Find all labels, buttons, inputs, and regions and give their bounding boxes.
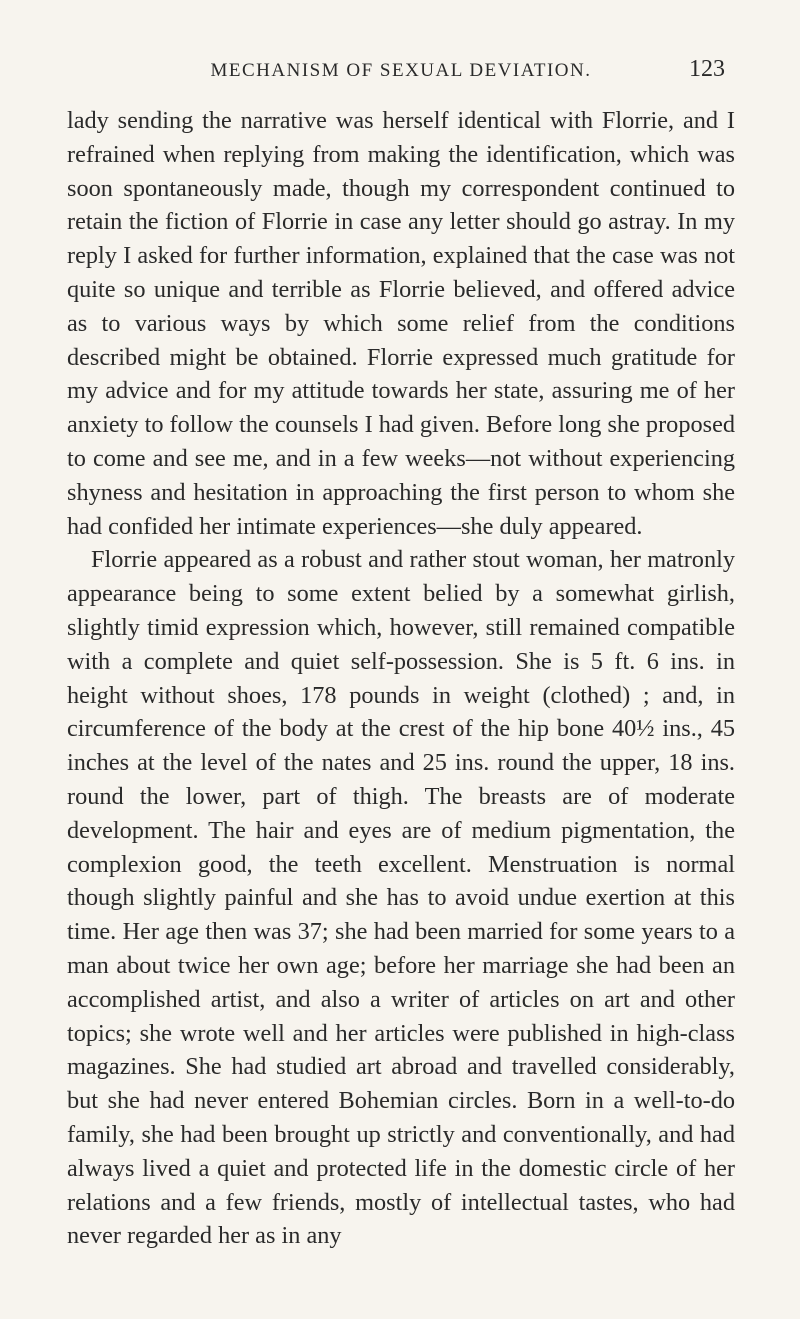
page-number: 123 bbox=[689, 56, 725, 82]
body-text bbox=[67, 104, 735, 1253]
paragraph-1: lady sending the narrative was herself identical with Florrie, and I refrained when replying from making the identification, which was soon spontaneously made, though my correspondent continued to retain the fiction of Florrie in case any letter should go astray. In my reply I asked for further information, explained that the case was not quite so unique and terrible as Florrie believed, and offered advice as to various ways by which some relief from the conditions described might be obtained. Florrie expressed much gratitude for my advice and for my attitude towards her state, assuring me of her anxiety to follow the counsels I had given. Before long she proposed to come and see me, and in a few weeks—not without experiencing shyness and hesitation in approaching the first person to whom she had confided her intimate experiences—she duly appeared. bbox=[67, 107, 736, 540]
running-head: MECHANISM OF SEXUAL DEVIATION. bbox=[210, 60, 592, 81]
paragraph-2: Florrie appeared as a robust and rather stout woman, her matronly appearance being to some extent belied by a somewhat girlish, slightly timid expression which, however, still remained compatible with a complete and quiet self-possession. She is 5 ft. 6 ins. in height without shoes, 178 pounds in weight (clothed) ; and, in circumference of the body at the crest of the hip bone 40½ ins., 45 inches at the level of the nates and 25 ins. round the upper, 18 ins. round the lower, part of thigh. The breasts are of moderate development. The hair and eyes are of medium pigmentation, the complexion good, the teeth excellent. Menstruation is normal though slightly painful and she has to avoid undue exertion at this time. Her age then was 37; she had been married for some years to a man about twice her own age; before her marriage she had been an accomplished artist, and also a writer of articles on art and other topics; she wrote well and her articles were published in high-class magazines. She had studied art abroad and travelled considerably, but she had never entered Bohemian circles. Born in a well-to-do family, she had been brought up strictly and conventionally, and had always lived a quiet and protected life in the domestic circle of her relations and a few friends, mostly of intellectual tastes, who had never regarded her as in any bbox=[67, 546, 735, 1250]
